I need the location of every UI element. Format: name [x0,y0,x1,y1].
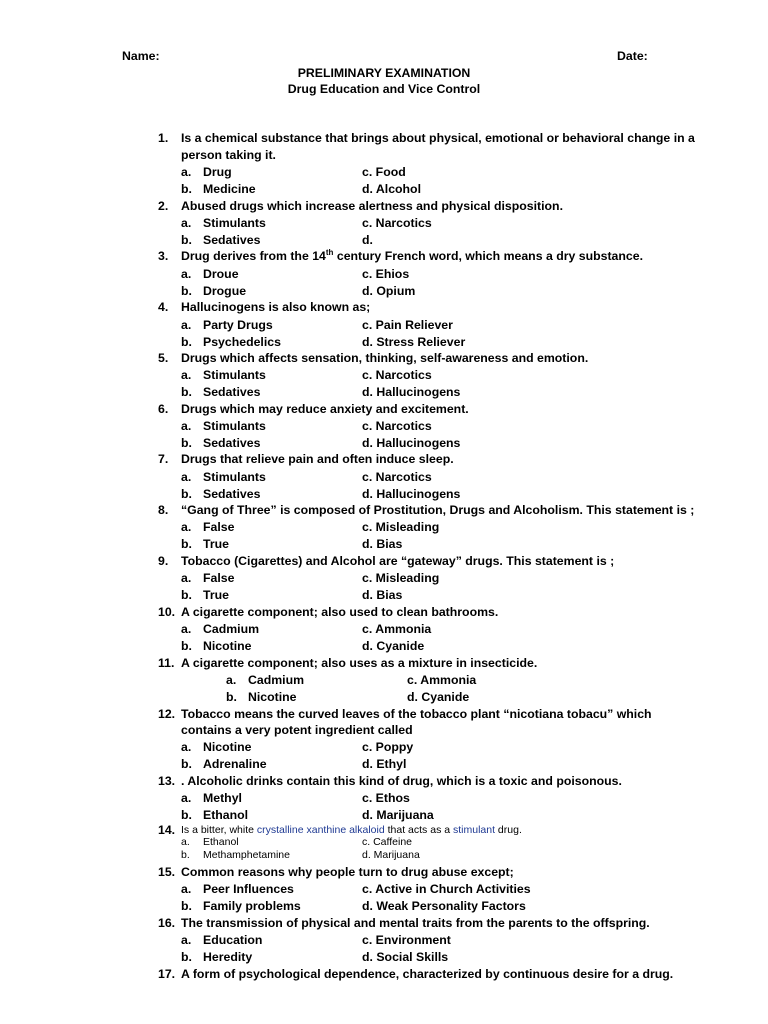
option-d: d. Hallucinogens [362,385,461,399]
option-text: Droue [203,267,239,281]
option-letter: b. [181,849,190,861]
date-label: Date: [617,49,648,63]
option-text: Adrenaline [203,757,267,771]
option-text: Education [203,933,263,947]
option-text: Ethanol [203,836,239,848]
question-number: 17. [158,967,176,981]
option-c: c. Caffeine [362,836,413,848]
option-letter: b. [181,899,192,913]
option-letter: a. [181,368,192,382]
option-letter: b. [181,233,192,247]
option-c: c. Narcotics [362,419,432,433]
question-number: 11. [158,656,175,670]
question-number: 9. [158,554,169,568]
option-c: c. Ethos [362,791,410,805]
option-letter: a. [226,673,237,687]
option-text: Weak Personality Factors [372,899,526,913]
option-d: d. Alcohol [362,182,421,196]
name-label: Name: [122,49,160,63]
option-text: Poppy [372,740,414,754]
option-text: Stimulants [203,216,266,230]
question-number: 16. [158,916,176,930]
option-text: Ethyl [372,757,407,771]
option-d: d. Social Skills [362,950,449,964]
option-letter: b. [181,757,192,771]
option-text: Narcotics [372,216,432,230]
option-letter: b. [181,808,192,822]
option-text: Caffeine [370,836,413,848]
question-text: . Alcoholic drinks contain this kind of drug, which is a toxic and poisonous. [181,774,622,788]
option-c: c. Narcotics [362,470,432,484]
question-text: A cigarette component; also uses as a mixture in insecticide. [181,656,538,670]
option-letter: a. [181,836,190,848]
option-text: Narcotics [372,368,432,382]
option-letter: b. [181,639,192,653]
option-text: Narcotics [372,470,432,484]
option-text: Ethanol [203,808,249,822]
option-c: c. Narcotics [362,216,432,230]
option-d: d. Hallucinogens [362,436,461,450]
option-d: d. Cyanide [407,690,470,704]
option-letter: a. [181,216,192,230]
question-number: 1. [158,131,169,145]
question-number: 10. [158,605,176,619]
question-text: Tobacco means the curved leaves of the tobacco plant “nicotiana tobacu” which [181,707,652,721]
option-text: Marijuana [372,808,434,822]
question-text: Hallucinogens is also known as; [181,300,371,314]
question-text: A cigarette component; also used to clean bathrooms. [181,605,499,619]
question-text-continued: contains a very potent ingredient called [181,723,413,737]
question-text: Abused drugs which increase alertness and physical disposition. [181,199,563,213]
question-text: Is a bitter, white crystalline xanthine alkaloid that acts as a stimulant drug. [181,824,522,836]
question-number: 13. [158,774,176,788]
option-text: Ammonia [372,622,432,636]
option-text: Sedatives [203,436,261,450]
exam-title: PRELIMINARY EXAMINATION [297,66,471,80]
option-c: c. Poppy [362,740,414,754]
option-text: True [203,588,229,602]
question-number: 6. [158,402,169,416]
option-text: True [203,537,229,551]
option-text: Sedatives [203,385,261,399]
option-text: Hallucinogens [372,385,461,399]
option-text: Methamphetamine [203,849,290,861]
option-letter: a. [181,933,192,947]
question-number: 12. [158,707,176,721]
option-c: c. Ammonia [362,622,432,636]
question-text: A form of psychological dependence, characterized by continuous desire for a drug. [181,967,674,981]
option-letter: a. [181,791,192,805]
option-text: Hallucinogens [372,436,461,450]
option-text: Methyl [203,791,242,805]
option-d: d. Weak Personality Factors [362,899,526,913]
option-text: Drogue [203,284,247,298]
option-letter: a. [181,165,192,179]
option-c: c. Environment [362,933,451,947]
option-text: Bias [372,537,403,551]
option-text: Narcotics [372,419,432,433]
exam-subtitle: Drug Education and Vice Control [287,82,481,96]
option-text: Sedatives [203,487,261,501]
reference-link: stimulant [453,824,496,836]
option-text: Alcohol [372,182,421,196]
question-text: Drugs which affects sensation, thinking, self-awareness and emotion. [181,351,589,365]
option-c: c. Ehios [362,267,410,281]
option-text: Cyanide [417,690,470,704]
question-text: Common reasons why people turn to drug abuse except; [181,865,514,879]
question-text: Drugs that relieve pain and often induce sleep. [181,452,454,466]
question-number: 4. [158,300,169,314]
option-d: d. Cyanide [362,639,425,653]
question-number: 7. [158,452,169,466]
option-c: c. Pain Reliever [362,318,453,332]
option-text: Misleading [372,571,440,585]
option-text: Nicotine [203,639,252,653]
option-c: c. Misleading [362,571,440,585]
option-text: Misleading [372,520,440,534]
option-letter: a. [181,318,192,332]
question-number: 2. [158,199,169,213]
option-text: Sedatives [203,233,261,247]
option-letter: a. [181,267,192,281]
question-text: Is a chemical substance that brings about physical, emotional or behavioral change in a [181,131,695,145]
option-d: d. [362,233,373,247]
question-text: Drugs which may reduce anxiety and excitement. [181,402,469,416]
option-text: Active in Church Activities [372,882,531,896]
question-number: 8. [158,503,169,517]
option-text: Cyanide [372,639,425,653]
option-letter: a. [181,740,192,754]
option-letter: b. [181,385,192,399]
question-text: Tobacco (Cigarettes) and Alcohol are “gateway” drugs. This statement is ; [181,554,615,568]
option-c: c. Ammonia [407,673,477,687]
option-text: Medicine [203,182,256,196]
option-text: Drug [203,165,232,179]
question-number: 14. [158,823,176,837]
option-text: False [203,571,235,585]
option-d: d. Marijuana [362,849,420,861]
option-letter: a. [181,882,192,896]
option-letter: b. [181,487,192,501]
option-text: Marijuana [370,849,420,861]
reference-link: crystalline xanthine alkaloid [256,824,385,836]
option-d: d. Marijuana [362,808,434,822]
option-d: d. Ethyl [362,757,407,771]
option-text: Food [372,165,406,179]
option-letter: a. [181,470,192,484]
option-text: Stimulants [203,419,266,433]
option-text: Environment [372,933,451,947]
option-c: c. Active in Church Activities [362,882,531,896]
option-d: d. Stress Reliever [362,335,466,349]
option-d: d. Hallucinogens [362,487,461,501]
option-d: d. Bias [362,588,403,602]
option-letter: a. [181,622,192,636]
option-text: Hallucinogens [372,487,461,501]
option-letter: b. [181,284,192,298]
question-text-continued: person taking it. [181,148,276,162]
option-c: c. Food [362,165,406,179]
option-text: Cadmium [203,622,260,636]
option-c: c. Misleading [362,520,440,534]
option-text: Ehios [372,267,410,281]
option-letter: a. [181,520,192,534]
option-text: Cadmium [248,673,305,687]
question-number: 3. [158,249,169,263]
option-d: d. Opium [362,284,416,298]
question-number: 15. [158,865,176,879]
option-text: Pain Reliever [372,318,453,332]
question-text: Drug derives from the 14th century French word, which means a dry substance. [181,247,643,263]
option-text: Social Skills [372,950,449,964]
option-letter: b. [181,537,192,551]
question-text: “Gang of Three” is composed of Prostitution, Drugs and Alcoholism. This statement is ; [181,503,695,517]
option-letter: b. [226,690,237,704]
option-text: False [203,520,235,534]
option-text: Nicotine [248,690,297,704]
option-letter: b. [181,436,192,450]
option-c: c. Narcotics [362,368,432,382]
question-text: The transmission of physical and mental traits from the parents to the offspring. [181,916,650,930]
option-text: Stimulants [203,368,266,382]
option-text: Psychedelics [203,335,281,349]
option-text: Heredity [203,950,253,964]
question-number: 5. [158,351,169,365]
option-text: Peer Influences [203,882,294,896]
option-text: Opium [372,284,416,298]
option-letter: a. [181,419,192,433]
option-d: d. Bias [362,537,403,551]
option-text: Stress Reliever [372,335,466,349]
option-text: Party Drugs [203,318,273,332]
option-text: Ethos [372,791,410,805]
option-text: Nicotine [203,740,252,754]
option-letter: b. [181,950,192,964]
option-letter: b. [181,588,192,602]
option-text: Bias [372,588,403,602]
option-letter: a. [181,571,192,585]
option-text: Stimulants [203,470,266,484]
option-letter: b. [181,182,192,196]
option-text: Ammonia [417,673,477,687]
option-letter: b. [181,335,192,349]
option-text: Family problems [203,899,301,913]
